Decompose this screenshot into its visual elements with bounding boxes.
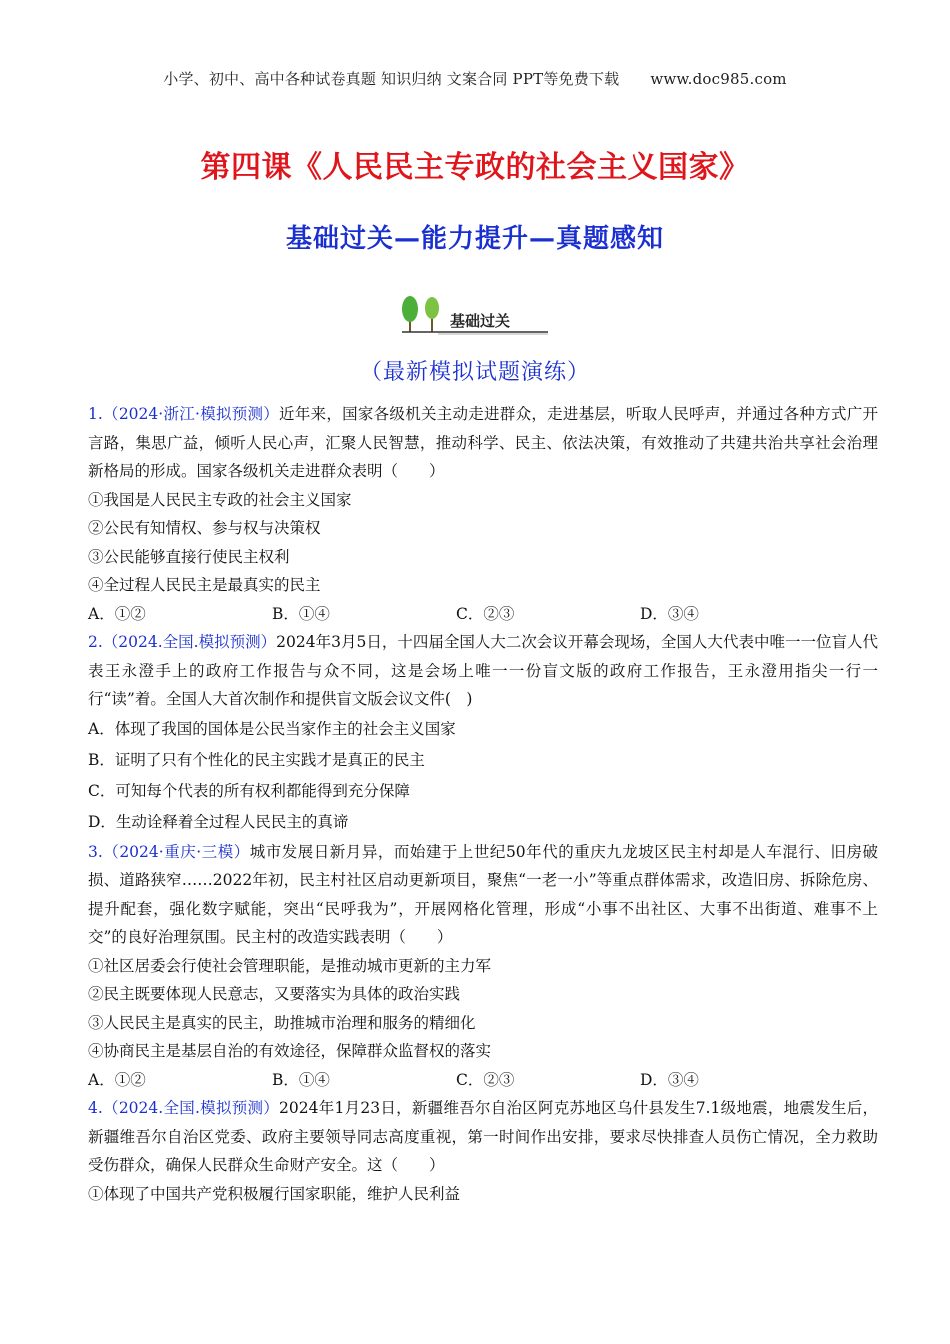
question-1-stem: 近年来，国家各级机关主动走进群众，走进基层，听取人民呼声，并通过各种方式广开言路，集思广益，倾听人民心声，汇聚人民智慧，推动科学、民主、依法决策，有效推动了共建共治共享社会治理新格局的形成。国家各级机关走进群众表明（ ） — [88, 405, 878, 480]
choice-d[interactable]: D．③④ — [640, 1070, 699, 1089]
choice-b[interactable]: B．①④ — [272, 1070, 330, 1089]
question-list — [88, 400, 878, 1208]
statement: ③公民能够直接行使民主权利 — [88, 547, 290, 566]
choice-b[interactable]: B．证明了只有个性化的民主实践才是真正的民主 — [88, 750, 425, 769]
statement: ②民主既要体现人民意志，又要落实为具体的政治实践 — [88, 985, 461, 1003]
question-2 — [88, 628, 878, 838]
question-1-tag: 1.（2024·浙江·模拟预测） — [88, 405, 280, 423]
statement: ②公民有知情权、参与权与决策权 — [88, 519, 321, 537]
question-2-stem: 2024年3月5日，十四届全国人大二次会议开幕会现场，全国人大代表中唯一一位盲人代表王永澄手上的政府工作报告与众不同，这是会场上唯一一份盲文版的政府工作报告，王永澄用指尖一行一行“读”着。全国人大首次制作和提供盲文版会议文件( ) — [88, 633, 878, 708]
page-subtitle: 基础过关—能力提升—真题感知 — [285, 224, 664, 254]
choice-c[interactable]: C．②③ — [456, 1070, 515, 1089]
choice-a[interactable]: A．①② — [88, 1070, 146, 1089]
choice-d[interactable]: D．③④ — [640, 604, 699, 623]
statement: ①我国是人民民主专政的社会主义国家 — [88, 490, 352, 509]
choice-a[interactable]: A．①② — [88, 604, 146, 623]
statement: ④全过程人民民主是最真实的民主 — [88, 576, 321, 594]
statement: ①社区居委会行使社会管理职能，是推动城市更新的主力军 — [88, 956, 492, 975]
header-text: 小学、初中、高中各种试卷真题 知识归纳 文案合同 PPT等免费下载 — [163, 70, 620, 88]
question-3-tag: 3.（2024·重庆·三模） — [88, 842, 250, 861]
question-4-tag: 4.（2024.全国.模拟预测） — [88, 1099, 280, 1117]
badge-label: 基础过关 — [450, 312, 511, 330]
choice-d[interactable]: D．生动诠释着全过程人民民主的真谛 — [88, 812, 349, 831]
choice-a[interactable]: A．体现了我国的国体是公民当家作主的社会主义国家 — [88, 719, 456, 738]
header-site[interactable]: www.doc985.com — [650, 70, 787, 88]
page-title: 第四课《人民民主专政的社会主义国家》 — [200, 150, 750, 185]
section-badge — [398, 294, 550, 336]
choice-row — [88, 1066, 878, 1095]
question-4-stem: 2024年1月23日，新疆维吾尔自治区阿克苏地区乌什县发生7.1级地震，地震发生后，新疆维吾尔自治区党委、政府主要领导同志高度重视，第一时间作出安排，要求尽快排查人员伤亡情况，全力救助受伤群众，确保人民群众生命财产安全。这（ ） — [88, 1099, 878, 1174]
choice-row — [88, 600, 878, 629]
question-3 — [88, 838, 878, 1095]
choice-c[interactable]: C．可知每个代表的所有权利都能得到充分保障 — [88, 781, 410, 800]
choice-b[interactable]: B．①④ — [272, 604, 330, 623]
statement: ③人民民主是真实的民主，助推城市治理和服务的精细化 — [88, 1013, 476, 1032]
choice-c[interactable]: C．②③ — [456, 604, 515, 623]
page-header — [0, 68, 950, 89]
question-4 — [88, 1094, 878, 1208]
statement: ①体现了中国共产党积极履行国家职能，维护人民利益 — [88, 1184, 461, 1203]
question-3-stem: 城市发展日新月异，而始建于上世纪50年代的重庆九龙坡区民主村却是人车混行、旧房破损、道路狭窄……2022年初，民主村社区启动更新项目，聚焦“一老一小”等重点群体需求，改造旧房、拆除危房、提升配套，强化数字赋能，突出“民呼我为”，开展网格化管理，形成“小事不出社区、大事不出街道、难事不上交”的良好治理氛围。民主村的改造实践表明（ ） — [88, 842, 878, 946]
section-title: （最新模拟试题演练） — [359, 360, 590, 385]
question-2-tag: 2.（2024.全国.模拟预测） — [88, 633, 277, 651]
statement: ④协商民主是基层自治的有效途径，保障群众监督权的落实 — [88, 1042, 492, 1060]
question-1 — [88, 400, 878, 628]
